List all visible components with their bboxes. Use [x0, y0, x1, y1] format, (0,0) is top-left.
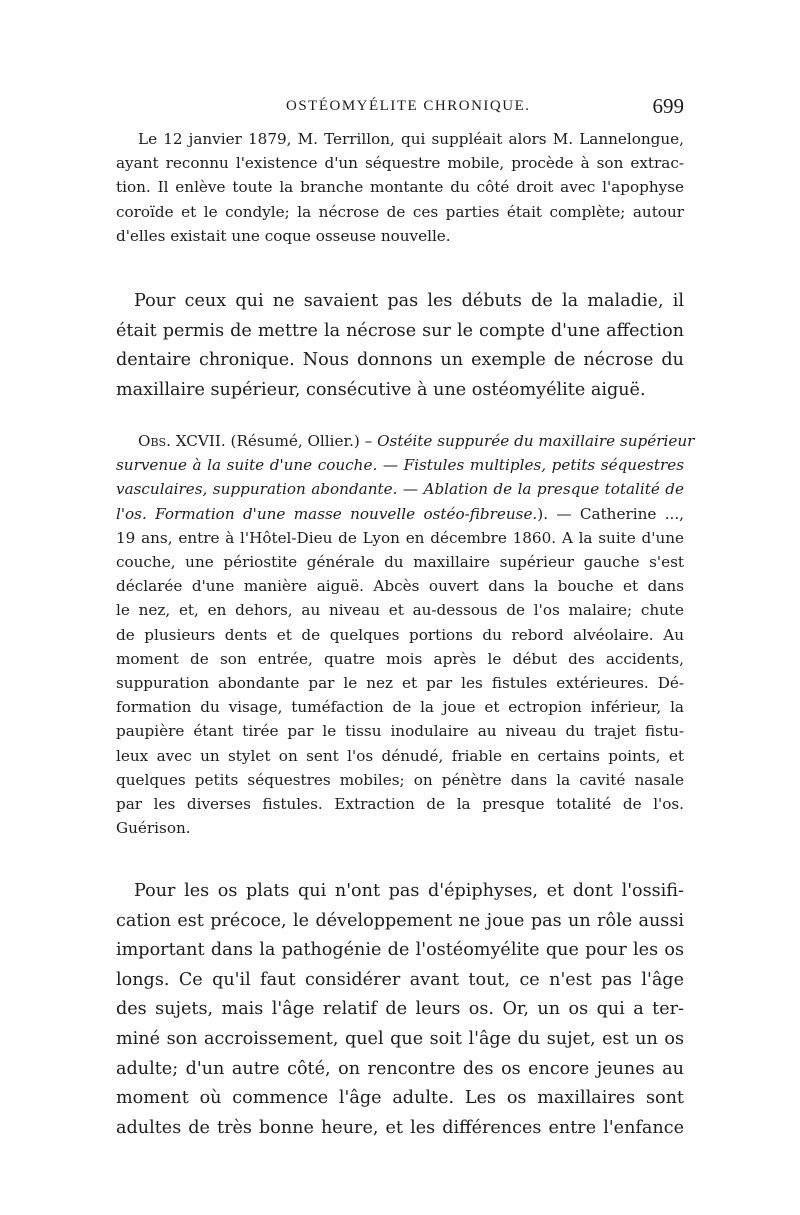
observation-source: (Résumé, Ollier.) – [225, 432, 378, 450]
observation-heading-line [116, 429, 695, 453]
text-line: suppuration abondante par le nez et par les fistules extérieures. Dé- [116, 674, 684, 693]
running-head [116, 96, 684, 120]
text-line: miné son accroissement, quel que soit l'âge du sujet, est un os [116, 1028, 684, 1049]
text-line: de plusieurs dents et de quelques portions du rebord alvéolaire. Au [116, 625, 684, 644]
text-line: Guérison. [116, 819, 191, 838]
paragraph-debuts-maladie [116, 287, 684, 405]
text-line: maxillaire supérieur, consécutive à une ostéomyélite aiguë. [116, 379, 646, 400]
observation-title: Ostéite suppurée du maxillaire supérieur [377, 432, 695, 450]
text-line: Le 12 janvier 1879, M. Terrillon, qui suppléait alors M. Lannelongue, [138, 130, 684, 148]
text-line: important dans la pathogénie de l'ostéomyélite que pour les os [116, 940, 684, 961]
text-line: paupière étant tirée par le tissu inodulaire au niveau du trajet fistu- [116, 722, 684, 741]
text-line: dentaire chronique. Nous donnons un exemple de nécrose du [116, 350, 684, 371]
text-line: tion. Il enlève toute la branche montante du côté droit avec l'apophyse [116, 178, 684, 197]
text-line: moment où commence l'âge adulte. Les os maxillaires sont [116, 1088, 684, 1109]
text-line: couche, une périostite générale du maxillaire supérieur gauche s'est [116, 553, 684, 572]
observation-title-line: survenue à la suite d'une couche. — Fistules multiples, petits séquestres [116, 456, 684, 475]
observation-title-line [116, 502, 684, 526]
text-line: par les diverses fistules. Extraction de la presque totalité de l'os. [116, 795, 684, 814]
observation-title-line: vasculaires, suppuration abondante. — Ablation de la presque totalité de [116, 480, 684, 499]
text-line: ayant reconnu l'existence d'un séquestre mobile, procède à son extrac- [116, 154, 684, 173]
text-line: était permis de mettre la nécrose sur le compte d'une affection [116, 320, 684, 341]
running-title: OSTÉOMYÉLITE CHRONIQUE. [286, 98, 531, 114]
text-line: moment de son entrée, quatre mois après le début des accidents, [116, 649, 684, 668]
text-line: adultes de très bonne heure, et les différences entre l'enfance [116, 1117, 684, 1138]
text-line: d'elles existait une coque osseuse nouvelle. [116, 226, 451, 245]
text-line: coroïde et le condyle; la nécrose de ces parties était complète; autour [116, 202, 684, 221]
observation-title-end: l'os. Formation d'une masse nouvelle ostéo-fibreuse. [116, 504, 538, 523]
text-line: le nez, et, en dehors, au niveau et au-dessous de l'os malaire; chute [116, 601, 684, 620]
paragraph-terrillon [116, 127, 684, 248]
observation-label: Obs. XCVII. [138, 432, 226, 450]
text-line: leux avec un stylet on sent l'os dénudé, friable en certains points, et [116, 746, 684, 765]
text-line: Pour les os plats qui n'ont pas d'épiphyses, et dont l'ossifi- [134, 881, 684, 901]
text-line: déclarée d'une manière aiguë. Abcès ouvert dans la bouche et dans [116, 577, 684, 596]
observation-xcvii [116, 429, 695, 840]
text-line: des sujets, mais l'âge relatif de leurs os. Or, un os qui a ter- [116, 999, 684, 1020]
text-line: cation est précoce, le développement ne joue pas un rôle aussi [116, 910, 684, 931]
text-line: Pour ceux qui ne savaient pas les débuts de la maladie, il [134, 291, 684, 311]
text-line: formation du visage, tuméfaction de la joue et ectropion inférieur, la [116, 698, 684, 717]
text-line: quelques petits séquestres mobiles; on pénètre dans la cavité nasale [116, 770, 684, 789]
observation-patient: ). — Catherine ..., [537, 504, 685, 523]
text-line: adulte; d'un autre côté, on rencontre des os encore jeunes au [116, 1058, 684, 1079]
paragraph-os-plats [116, 877, 684, 1143]
text-line: longs. Ce qu'il faut considérer avant tout, ce n'est pas l'âge [116, 969, 684, 990]
text-line: 19 ans, entre à l'Hôtel-Dieu de Lyon en décembre 1860. A la suite d'une [116, 528, 684, 547]
page-number: 699 [652, 94, 684, 118]
